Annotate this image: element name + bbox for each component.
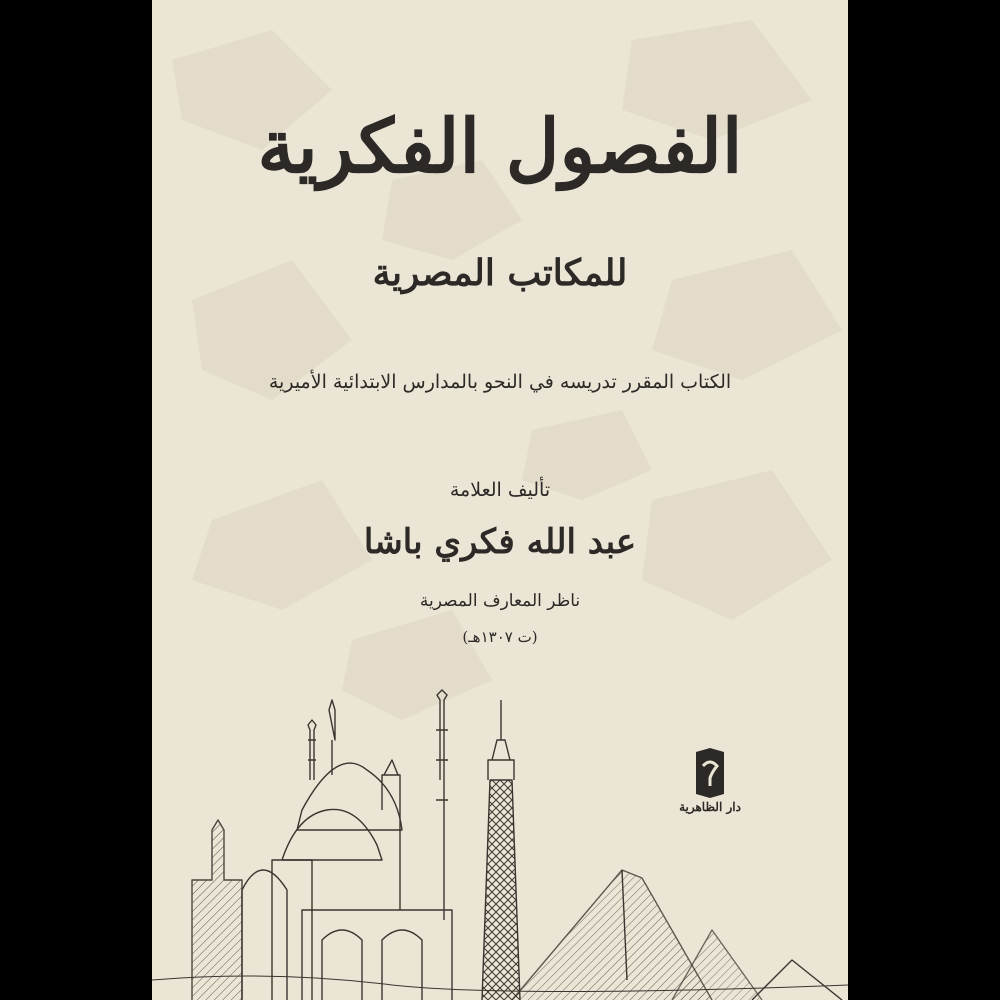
author-role: ناظر المعارف المصرية — [419, 591, 581, 611]
book-subtitle: للمكاتب المصرية — [372, 252, 628, 294]
book-cover — [152, 0, 848, 1000]
publisher-name: دار الظاهرية — [679, 800, 741, 814]
author-label: تأليف العلامة — [449, 479, 551, 501]
book-description: الكتاب المقرر تدريسه في النحو بالمدارس الابتدائية الأميرية — [268, 371, 732, 393]
cairo-skyline-illustration — [152, 680, 848, 1000]
death-date: (ت ١٣٠٧هـ) — [462, 628, 538, 646]
book-title: الفصول الفكرية — [257, 104, 743, 190]
author-name: عبد الله فكري باشا — [363, 522, 637, 562]
